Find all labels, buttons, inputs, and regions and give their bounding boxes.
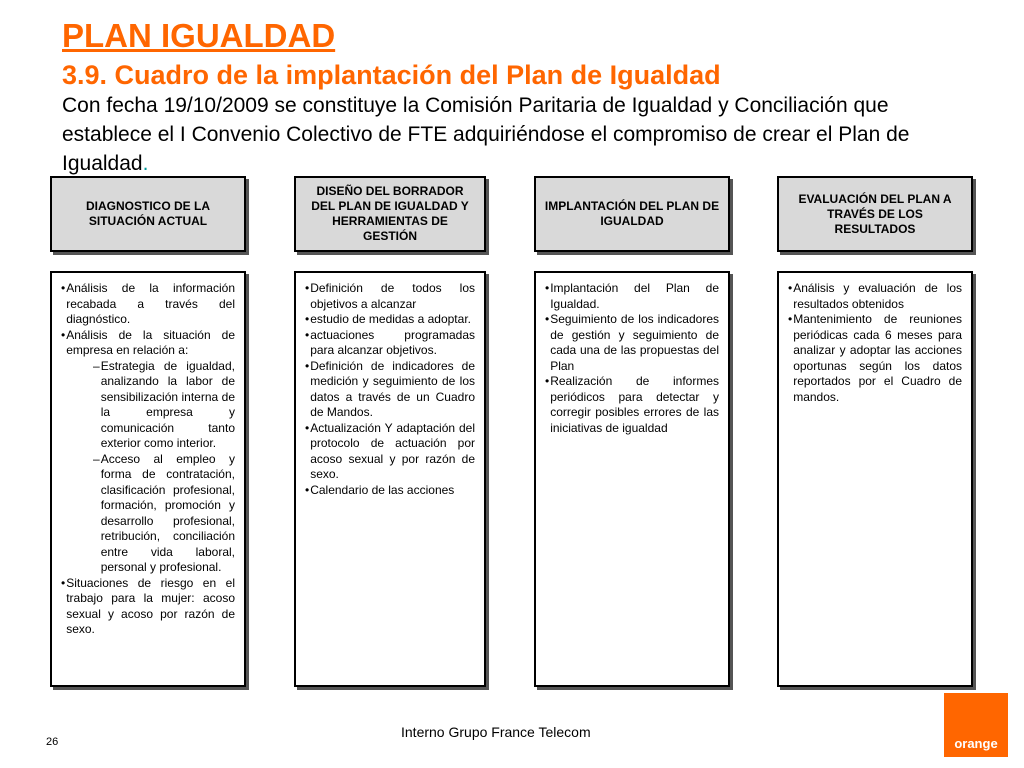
list-item: • Análisis de la situación de empresa en relación a:	[61, 327, 235, 357]
orange-logo-icon	[944, 693, 1008, 757]
list-item: • Situaciones de riesgo en el trabajo para la mujer: acoso sexual y acoso por razón de sexo.	[61, 575, 235, 636]
intro-period: .	[142, 152, 149, 175]
list-item: • Implantación del Plan de Igualdad.	[545, 281, 719, 311]
list-item: • Realización de informes periódicos para detectar y corregir posibles errores de las iniciativas de igualdad	[545, 374, 719, 435]
logo-text: orange	[954, 736, 998, 751]
list-item: • Definición de todos los objetivos a alcanzar	[305, 281, 475, 311]
list-item: • Seguimiento de los indicadores de gestión y seguimiento de cada una de las propuestas del Plan	[545, 312, 719, 373]
stage-header-implantacion: IMPLANTACIÓN DEL PLAN DE IGUALDAD	[534, 176, 730, 252]
list-item: • Análisis de la información recabada a través del diagnóstico.	[61, 281, 235, 326]
bullet-icon: •	[788, 281, 793, 295]
bullet-icon: •	[305, 312, 310, 326]
bullet-icon: •	[545, 312, 550, 326]
list-item: • actuaciones programadas para alcanzar objetivos.	[305, 327, 475, 357]
dash-icon: –	[93, 358, 100, 373]
stage-header-diseno: DISEÑO DEL BORRADOR DEL PLAN DE IGUALDAD Y HERRAMIENTAS DE GESTIÓN	[294, 176, 486, 252]
stage-header-evaluacion: EVALUACIÓN DEL PLAN A TRAVÉS DE LOS RESULTADOS	[777, 176, 973, 252]
slide-title: PLAN IGUALDAD	[62, 17, 336, 54]
list-item: • Actualización Y adaptación del protocolo de actuación por acoso sexual y por razón de sexo.	[305, 420, 475, 481]
bullet-icon: •	[545, 281, 550, 295]
list-item: • Análisis y evaluación de los resultados obtenidos	[788, 281, 962, 311]
bullet-icon: •	[305, 327, 310, 342]
intro-paragraph	[62, 91, 982, 178]
list-item: • Mantenimiento de reuniones periódicas cada 6 meses para analizar y adoptar las acciones oportunas según los datos reportados por el Cuadro de mandos.	[788, 312, 962, 404]
stage-body-diseno	[294, 271, 486, 687]
list-item: • estudio de medidas a adoptar.	[305, 312, 471, 326]
stage-body-evaluacion	[777, 271, 973, 687]
intro-text: Con fecha 19/10/2009 se constituye la Comisión Paritaria de Igualdad y Conciliación que establece el I Convenio Colectivo de FTE adquiriéndose el compromiso de crear el Plan de Igualdad	[62, 94, 910, 175]
list-item: • Definición de indicadores de medición y seguimiento de los datos a través de un Cuadro de Mandos.	[305, 358, 475, 419]
bullet-icon: •	[61, 575, 66, 590]
bullet-icon: •	[788, 312, 793, 326]
stage-body-diagnostico	[50, 271, 246, 687]
bullet-icon: •	[61, 281, 66, 295]
dash-icon: –	[93, 451, 100, 466]
page-number: 26	[46, 736, 59, 748]
bullet-icon: •	[61, 327, 66, 342]
bullet-icon: •	[545, 374, 550, 388]
list-item: • Calendario de las acciones	[305, 482, 455, 497]
stage-header-diagnostico: DIAGNOSTICO DE LA SITUACIÓN ACTUAL	[50, 176, 246, 252]
bullet-icon: •	[305, 358, 310, 373]
stage-body-implantacion	[534, 271, 730, 687]
sub-list-item: – Acceso al empleo y forma de contratación, clasificación profesional, formación, promoción y desarrollo profesional, retribución, conciliación entre vida laboral, personal y profesional.	[93, 451, 235, 574]
bullet-icon: •	[305, 420, 310, 435]
bullet-icon: •	[305, 482, 310, 497]
bullet-icon: •	[305, 281, 310, 295]
sub-list-item: – Estrategia de igualdad, analizando la labor de sensibilización interna de la empresa y comunicación tanto exterior como interior.	[93, 358, 235, 450]
footer-text: Interno Grupo France Telecom	[401, 724, 591, 740]
slide-subtitle: 3.9. Cuadro de la implantación del Plan de Igualdad	[62, 60, 721, 90]
